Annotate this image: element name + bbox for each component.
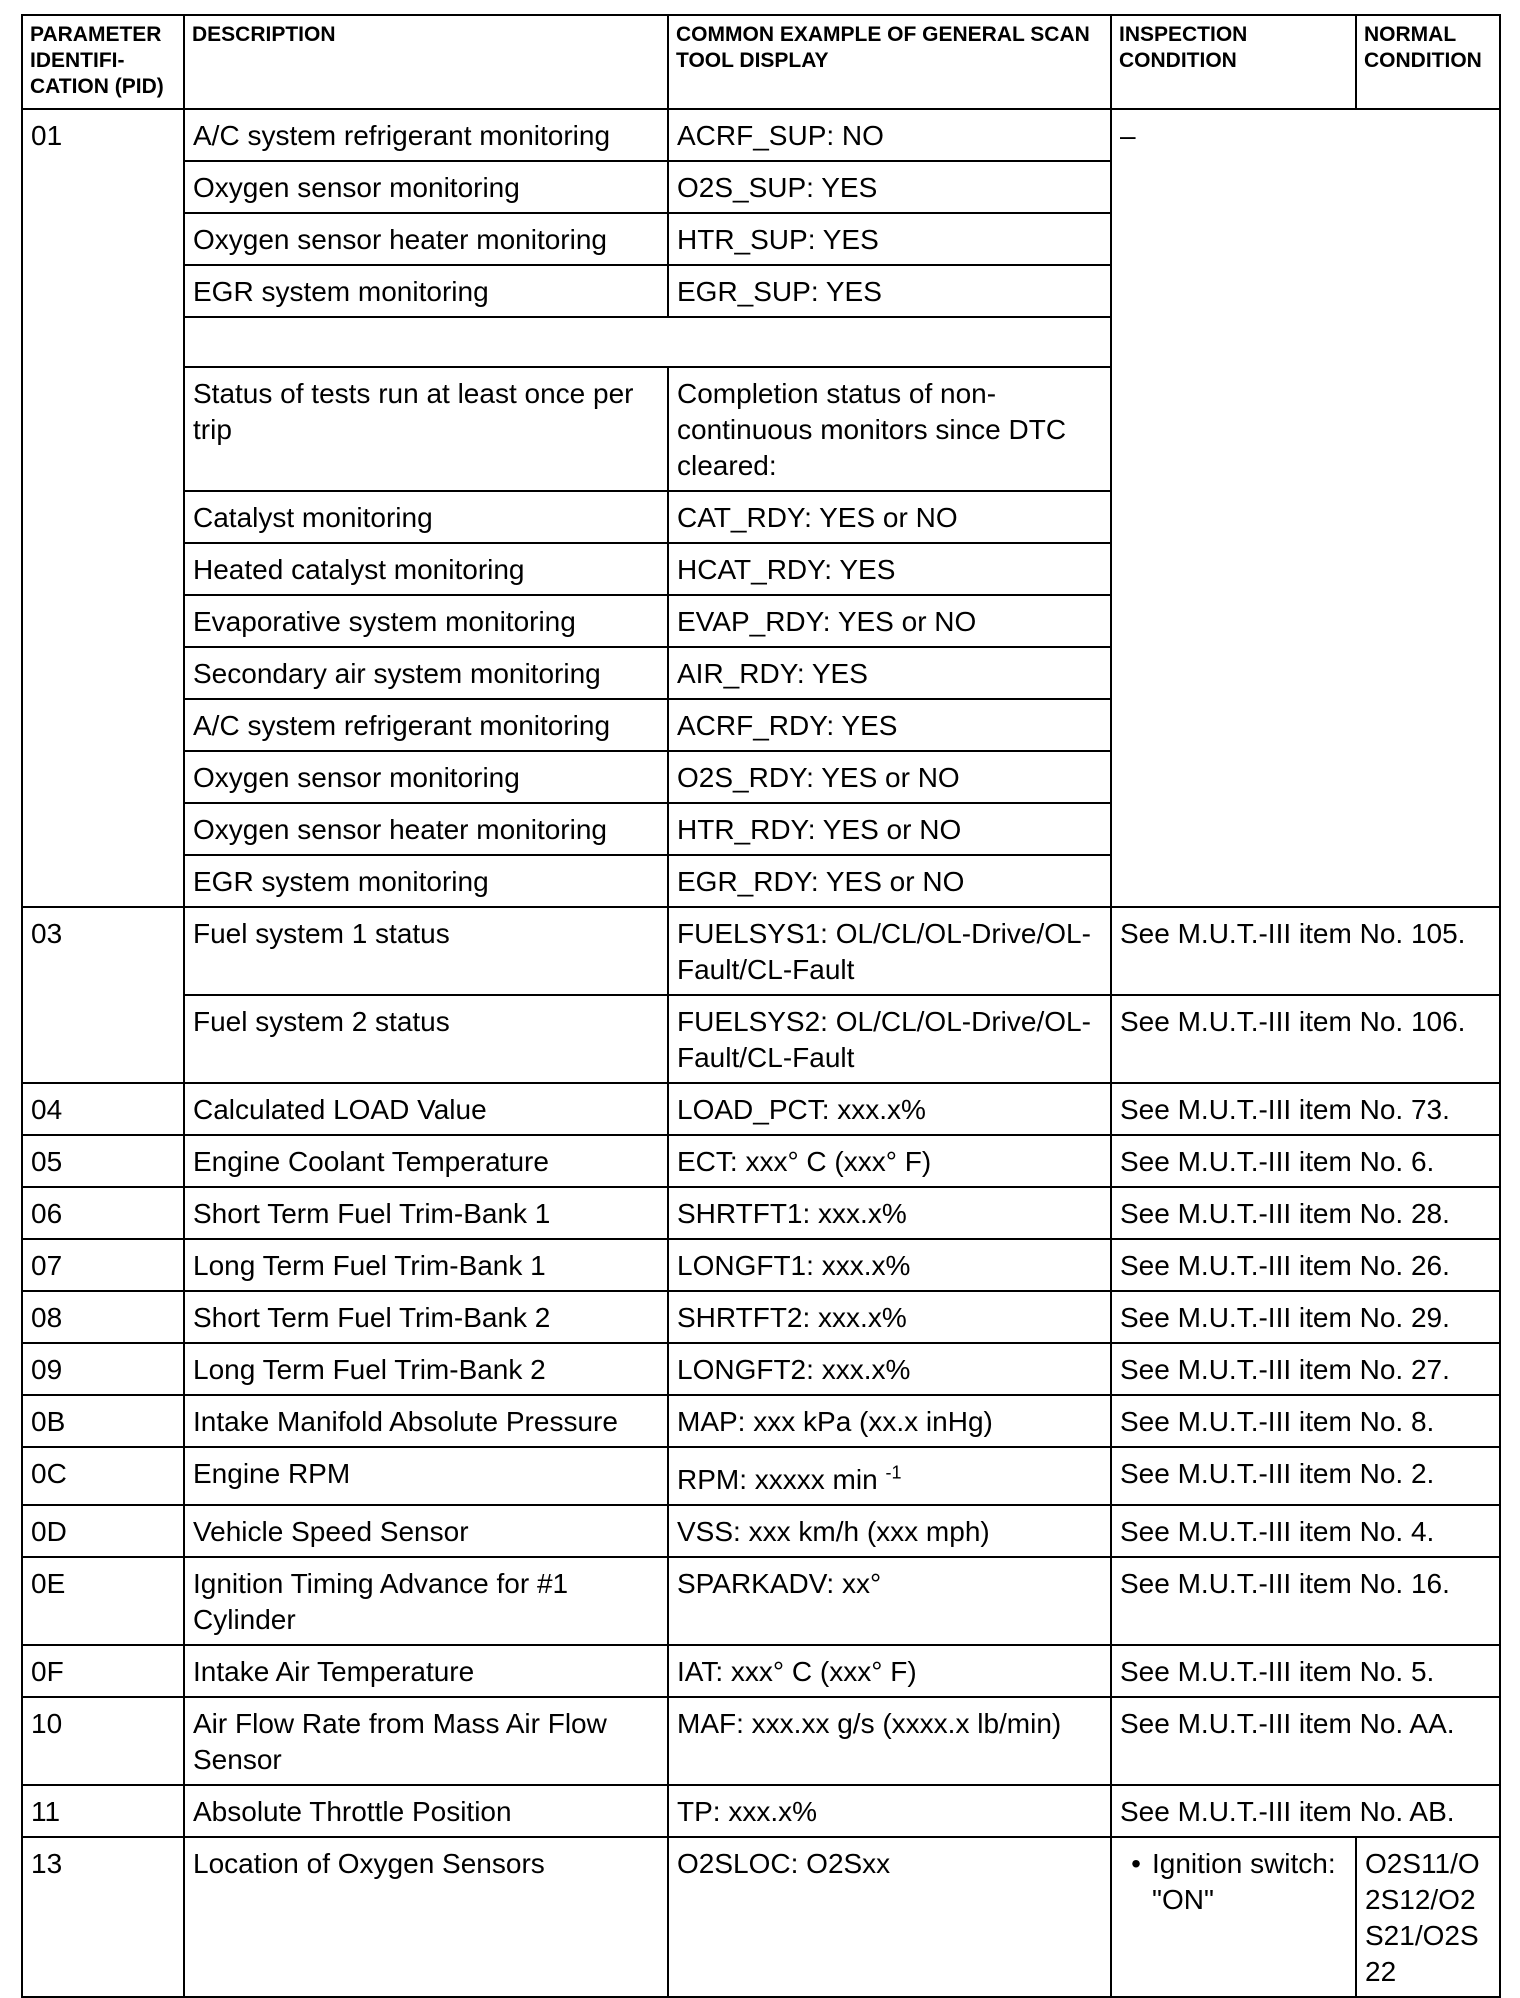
display-cell: ECT: xxx° C (xxx° F) [668,1135,1111,1187]
pid-cell: 0E [22,1557,184,1645]
pid-cell: 0C [22,1447,184,1505]
description-cell: Oxygen sensor monitoring [184,751,668,803]
header-pid: PARAMETER IDENTIFI-CATION (PID) [22,15,184,109]
pid-cell: 07 [22,1239,184,1291]
description-cell: Evaporative system monitoring [184,595,668,647]
description-cell: Heated catalyst monitoring [184,543,668,595]
description-cell: A/C system refrigerant monitoring [184,109,668,161]
description-cell: Fuel system 1 status [184,907,668,995]
pid-cell: 06 [22,1187,184,1239]
inspection-cell [1111,1837,1356,1997]
description-cell: Short Term Fuel Trim-Bank 1 [184,1187,668,1239]
description-cell: Short Term Fuel Trim-Bank 2 [184,1291,668,1343]
table-row [22,907,1500,995]
description-cell: Oxygen sensor heater monitoring [184,213,668,265]
display-cell: Completion status of non-continuous monitors since DTC cleared: [668,367,1111,491]
header-normal: NORMAL CONDITION [1356,15,1500,109]
pid-cell: 09 [22,1343,184,1395]
table-row [22,1447,1500,1505]
pid-cell: 0B [22,1395,184,1447]
table-row [22,1837,1500,1997]
pid-table [21,14,1501,1998]
table-row [22,1239,1500,1291]
inspection-cell: See M.U.T.-III item No. 28. [1111,1187,1500,1239]
display-cell: O2S_SUP: YES [668,161,1111,213]
inspection-cell: See M.U.T.-III item No. 8. [1111,1395,1500,1447]
description-cell: Air Flow Rate from Mass Air Flow Sensor [184,1697,668,1785]
description-cell: Long Term Fuel Trim-Bank 2 [184,1343,668,1395]
display-cell: EGR_RDY: YES or NO [668,855,1111,907]
display-cell: LONGFT2: xxx.x% [668,1343,1111,1395]
pid-cell: 11 [22,1785,184,1837]
pid-cell: 13 [22,1837,184,1997]
pid-cell: 04 [22,1083,184,1135]
display-cell: ACRF_RDY: YES [668,699,1111,751]
superscript: -1 [885,1462,902,1483]
description-cell: Engine Coolant Temperature [184,1135,668,1187]
display-cell: FUELSYS1: OL/CL/OL-Drive/OL-Fault/CL-Fault [668,907,1111,995]
pid-cell: 10 [22,1697,184,1785]
header-display: COMMON EXAMPLE OF GENERAL SCAN TOOL DISPLAY [668,15,1111,109]
description-cell: Catalyst monitoring [184,491,668,543]
description-cell: Intake Air Temperature [184,1645,668,1697]
inspection-cell: See M.U.T.-III item No. 106. [1111,995,1500,1083]
spacer-cell [184,317,1111,367]
table-row [22,1697,1500,1785]
description-cell: Long Term Fuel Trim-Bank 1 [184,1239,668,1291]
pid-cell: 05 [22,1135,184,1187]
header-row [22,15,1500,109]
table-row [22,1645,1500,1697]
pid-cell: 0D [22,1505,184,1557]
table-row [22,1135,1500,1187]
display-cell: AIR_RDY: YES [668,647,1111,699]
table-row [22,1083,1500,1135]
pid-cell: 01 [22,109,184,907]
display-cell: FUELSYS2: OL/CL/OL-Drive/OL-Fault/CL-Fault [668,995,1111,1083]
inspection-cell: See M.U.T.-III item No. 4. [1111,1505,1500,1557]
table-row [22,1557,1500,1645]
display-cell: SPARKADV: xx° [668,1557,1111,1645]
table-row [22,1785,1500,1837]
display-cell: O2SLOC: O2Sxx [668,1837,1111,1997]
display-cell: IAT: xxx° C (xxx° F) [668,1645,1111,1697]
table-row [22,1291,1500,1343]
table-row [22,109,1500,161]
display-cell: LONGFT1: xxx.x% [668,1239,1111,1291]
pid-cell: 08 [22,1291,184,1343]
inspection-cell: See M.U.T.-III item No. 29. [1111,1291,1500,1343]
description-cell: EGR system monitoring [184,265,668,317]
description-cell: Location of Oxygen Sensors [184,1837,668,1997]
display-cell: HTR_RDY: YES or NO [668,803,1111,855]
display-cell [668,1447,1111,1505]
bullet-item [1120,1846,1348,1918]
display-cell: VSS: xxx km/h (xxx mph) [668,1505,1111,1557]
display-cell: HCAT_RDY: YES [668,543,1111,595]
pid-table-wrapper [21,14,1499,1998]
description-cell: Ignition Timing Advance for #1 Cylinder [184,1557,668,1645]
display-text: RPM: xxxxx min [677,1464,878,1495]
normal-condition-cell: O2S11/O2S12/O2S21/O2S22 [1356,1837,1500,1997]
description-cell: Status of tests run at least once per trip [184,367,668,491]
dash-mark: – [1120,120,1136,151]
inspection-cell: See M.U.T.-III item No. 6. [1111,1135,1500,1187]
bullet-mark: • [1131,1848,1141,1879]
description-cell: Oxygen sensor monitoring [184,161,668,213]
description-cell: Engine RPM [184,1447,668,1505]
inspection-cell: See M.U.T.-III item No. 27. [1111,1343,1500,1395]
display-cell: EGR_SUP: YES [668,265,1111,317]
table-row [22,995,1500,1083]
inspection-cell: See M.U.T.-III item No. 16. [1111,1557,1500,1645]
bullet-text: Ignition switch: "ON" [1152,1848,1336,1915]
description-cell: EGR system monitoring [184,855,668,907]
display-cell: MAF: xxx.xx g/s (xxxx.x lb/min) [668,1697,1111,1785]
description-cell: Oxygen sensor heater monitoring [184,803,668,855]
display-cell: MAP: xxx kPa (xx.x inHg) [668,1395,1111,1447]
inspection-cell: See M.U.T.-III item No. AA. [1111,1697,1500,1785]
header-inspection: INSPECTION CONDITION [1111,15,1356,109]
inspection-cell: See M.U.T.-III item No. 2. [1111,1447,1500,1505]
description-cell: Secondary air system monitoring [184,647,668,699]
inspection-cell: See M.U.T.-III item No. AB. [1111,1785,1500,1837]
table-row [22,1505,1500,1557]
description-cell: A/C system refrigerant monitoring [184,699,668,751]
table-row [22,1395,1500,1447]
description-cell: Vehicle Speed Sensor [184,1505,668,1557]
description-cell: Calculated LOAD Value [184,1083,668,1135]
pid-cell: 0F [22,1645,184,1697]
display-cell: SHRTFT1: xxx.x% [668,1187,1111,1239]
description-cell: Fuel system 2 status [184,995,668,1083]
display-cell: EVAP_RDY: YES or NO [668,595,1111,647]
display-cell: HTR_SUP: YES [668,213,1111,265]
header-description: DESCRIPTION [184,15,668,109]
description-cell: Intake Manifold Absolute Pressure [184,1395,668,1447]
inspection-cell: See M.U.T.-III item No. 73. [1111,1083,1500,1135]
inspection-cell [1111,109,1500,907]
table-row [22,1343,1500,1395]
description-cell: Absolute Throttle Position [184,1785,668,1837]
table-row [22,1187,1500,1239]
display-cell: SHRTFT2: xxx.x% [668,1291,1111,1343]
inspection-cell: See M.U.T.-III item No. 105. [1111,907,1500,995]
display-cell: ACRF_SUP: NO [668,109,1111,161]
inspection-cell: See M.U.T.-III item No. 26. [1111,1239,1500,1291]
display-cell: O2S_RDY: YES or NO [668,751,1111,803]
display-cell: LOAD_PCT: xxx.x% [668,1083,1111,1135]
display-cell: CAT_RDY: YES or NO [668,491,1111,543]
inspection-cell: See M.U.T.-III item No. 5. [1111,1645,1500,1697]
pid-cell: 03 [22,907,184,1083]
display-cell: TP: xxx.x% [668,1785,1111,1837]
